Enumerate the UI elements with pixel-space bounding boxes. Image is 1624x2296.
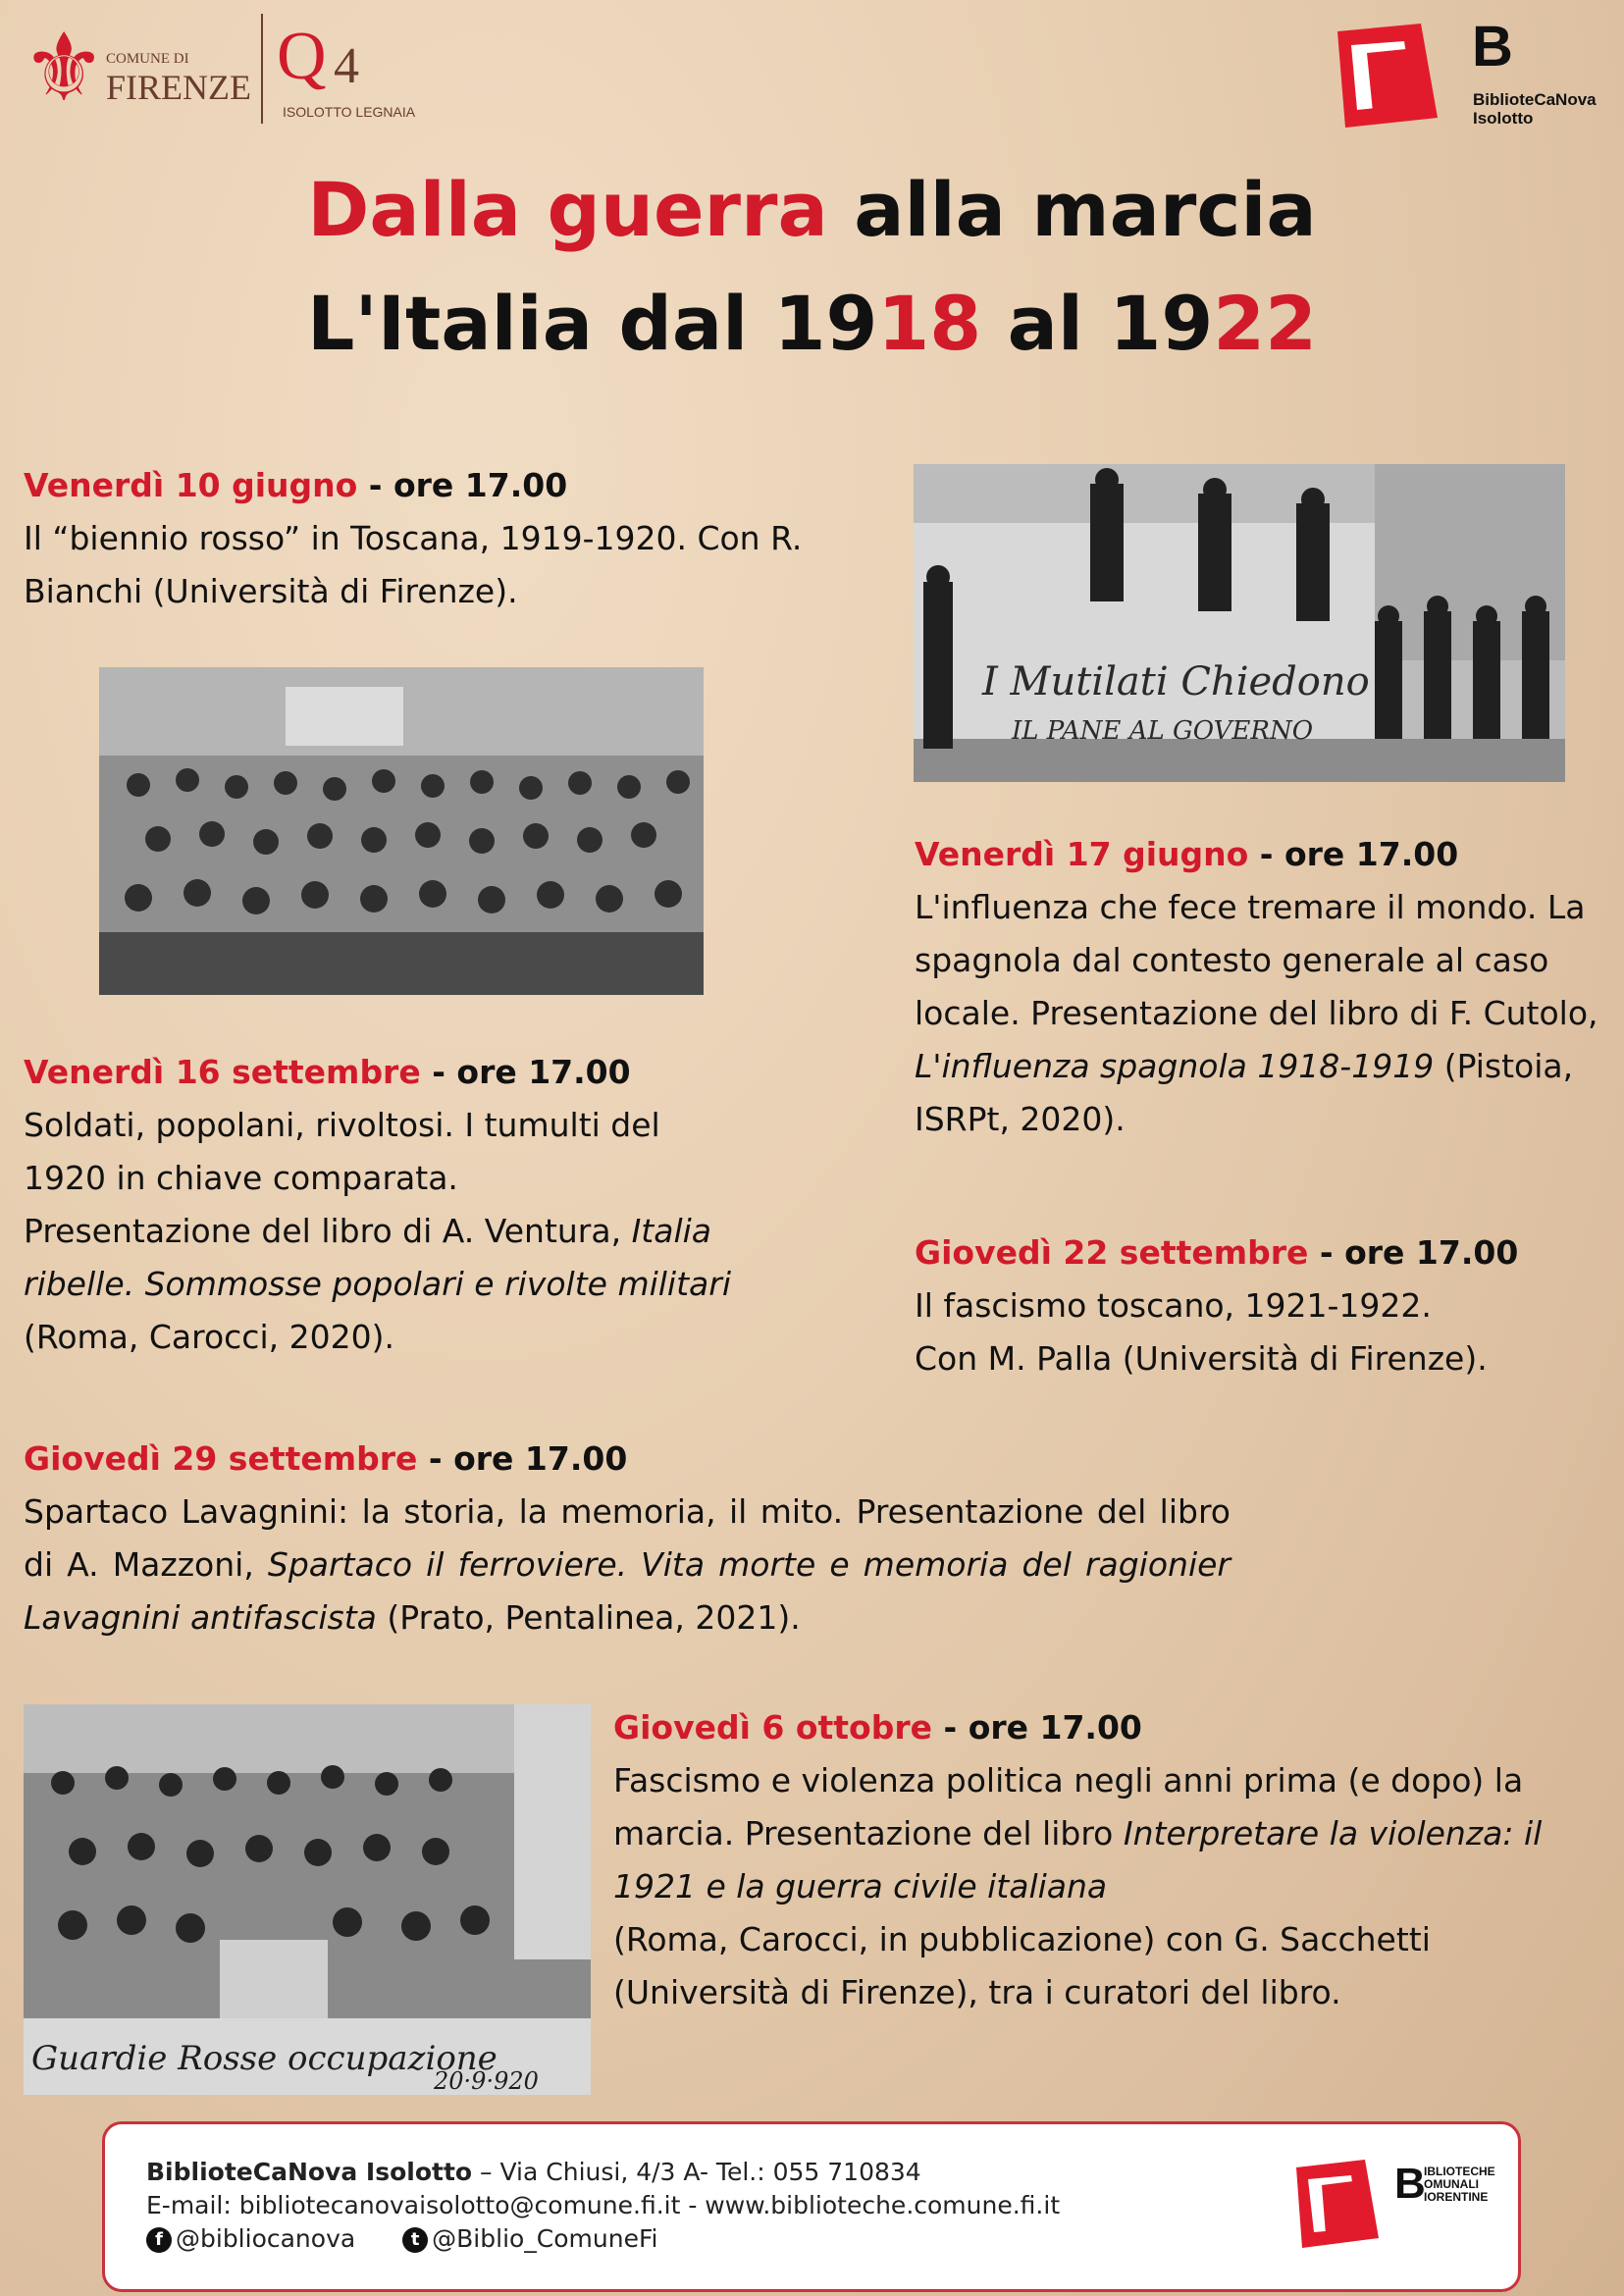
guardie-rosse-photo <box>24 1704 591 2095</box>
twitter-handle: @Biblio_ComuneFi <box>432 2224 658 2253</box>
event-17-giugno <box>915 828 1606 1146</box>
event-text: L'influenza che fece tremare il mondo. La spagnola dal contesto generale al caso locale. Presentazione del libro di F. Cutolo, <box>915 888 1598 1032</box>
event-book-title: Spartaco il ferroviere. Vita morte e memoria del ragionier Lavagnini antifascista <box>24 1545 1231 1637</box>
event-book-title: Interpretare la violenza: il 1921 e la guerra civile italiana <box>613 1814 1543 1905</box>
event-description: Soldati, popolani, rivoltosi. I tumulti del 1920 in chiave comparata. <box>24 1106 660 1197</box>
title-line-2-b: 18 <box>877 280 982 367</box>
comune-small-label: COMUNE DI <box>106 51 189 67</box>
event-text: Spartaco Lavagnini: la storia, la memoria, il mito. Presentazione del libro di A. Mazzoni, <box>24 1492 1231 1584</box>
event-10-giugno <box>24 459 907 618</box>
bibliotecanova-logo <box>1328 16 1602 133</box>
twitter-link[interactable] <box>402 2224 657 2253</box>
quartiere-4-logo <box>261 14 430 124</box>
facebook-link[interactable] <box>146 2224 355 2253</box>
title-line-2 <box>0 267 1624 381</box>
event-date: Venerdì 17 giugno <box>915 835 1249 873</box>
footer-logo-text <box>1424 2166 1495 2204</box>
event-description: Il “biennio rosso” in Toscana, 1919-1920. Con R. Bianchi (Università di Firenze). <box>24 519 803 610</box>
title-line-2-a: L'Italia dal 19 <box>307 280 878 367</box>
q4-letter: Q <box>277 19 327 94</box>
event-time: - ore 17.00 <box>1248 835 1459 873</box>
guards-date: 20·9·920 <box>434 2067 539 2095</box>
event-presentation <box>24 1205 750 1364</box>
red-book-icon <box>1328 24 1441 128</box>
biblioteche-comunali-logo <box>1288 2160 1494 2258</box>
footer-email-line[interactable]: E-mail: bibliotecanovaisolotto@comune.fi.it - www.biblioteche.comune.fi.it <box>146 2191 1061 2219</box>
event-text-end: (Roma, Carocci, 2020). <box>24 1318 394 1356</box>
biblio-name-line-2: Isolotto <box>1473 109 1534 128</box>
event-22-settembre <box>915 1226 1601 1385</box>
event-date: Venerdì 16 settembre <box>24 1053 421 1091</box>
event-heading <box>24 1046 750 1099</box>
event-text: Fascismo e violenza politica negli anni prima (e dopo) la marcia. Presentazione del libro <box>613 1761 1524 1852</box>
event-date: Giovedì 29 settembre <box>24 1439 418 1478</box>
twitter-icon: t <box>402 2227 428 2253</box>
event-date: Giovedì 6 ottobre <box>613 1708 933 1747</box>
event-heading <box>24 1433 1231 1486</box>
footer-logo-line-2: OMUNALI <box>1424 2177 1479 2191</box>
biblio-letter: B <box>1472 15 1513 78</box>
title-line-1 <box>0 153 1624 267</box>
event-time: - ore 17.00 <box>357 466 568 504</box>
event-text-end: (Prato, Pentalinea, 2021). <box>376 1598 801 1637</box>
contact-footer <box>102 2121 1521 2292</box>
comune-firenze-logo <box>22 13 251 123</box>
event-time: - ore 17.00 <box>932 1708 1142 1747</box>
event-date: Giovedì 22 settembre <box>915 1233 1309 1272</box>
event-heading <box>24 459 907 512</box>
protest-writing-2: IL PANE AL GOVERNO <box>1012 716 1314 746</box>
footer-logo-line-1: IBLIOTECHE <box>1424 2165 1495 2178</box>
q4-number: 4 <box>334 38 359 94</box>
footer-address: – Via Chiusi, 4/3 A- Tel.: 055 710834 <box>472 2158 921 2186</box>
event-heading <box>915 828 1606 881</box>
title-line-2-d: 22 <box>1213 280 1317 367</box>
protest-photo-illustration <box>914 464 1565 782</box>
assembly-group-photo <box>99 667 704 995</box>
florence-lily-icon: ⚜ <box>22 13 107 123</box>
event-book-title: Italia ribelle. Sommosse popolari e rivolte militari <box>24 1212 731 1303</box>
event-29-settembre <box>24 1433 1231 1644</box>
footer-library-name: BiblioteCaNova Isolotto <box>146 2158 473 2186</box>
protest-writing-1: I Mutilati Chiedono <box>982 659 1370 704</box>
event-publisher: (Roma, Carocci, in pubblicazione) con G. Sacchetti (Università di Firenze), tra i curatori del libro. <box>613 1920 1431 2011</box>
protest-photo <box>914 464 1565 782</box>
event-speaker: Con M. Palla (Università di Firenze). <box>915 1339 1488 1378</box>
event-time: - ore 17.00 <box>417 1439 628 1478</box>
event-16-settembre <box>24 1046 750 1364</box>
event-heading <box>613 1701 1604 1754</box>
assembly-photo-illustration <box>99 667 704 995</box>
comune-name-label: FIRENZE <box>106 68 251 107</box>
event-description <box>915 881 1606 1146</box>
event-text-end: (Pistoia, ISRPt, 2020). <box>915 1047 1574 1138</box>
event-description <box>613 1754 1604 1913</box>
footer-social-line <box>146 2224 698 2253</box>
biblio-name-line-1: BiblioteCaNova <box>1473 90 1597 109</box>
title-line-2-c: al 19 <box>981 280 1214 367</box>
event-book-title: L'influenza spagnola 1918-1919 <box>915 1047 1435 1085</box>
event-heading <box>915 1226 1601 1279</box>
q4-caption: ISOLOTTO LEGNAIA <box>283 104 416 120</box>
event-description: Il fascismo toscano, 1921-1922. <box>915 1286 1432 1325</box>
guards-caption: Guardie Rosse occupazione <box>31 2039 498 2078</box>
event-6-ottobre <box>613 1701 1604 2019</box>
footer-logo-line-3: IORENTINE <box>1424 2190 1489 2204</box>
red-book-icon <box>1288 2160 1382 2248</box>
facebook-icon: f <box>146 2227 172 2253</box>
footer-logo-letter: B <box>1394 2160 1426 2208</box>
event-time: - ore 17.00 <box>420 1053 631 1091</box>
event-time: - ore 17.00 <box>1308 1233 1519 1272</box>
title-black-part: alla marcia <box>827 166 1317 253</box>
guards-photo-illustration <box>24 1704 591 2095</box>
title-red-part: Dalla guerra <box>307 166 828 253</box>
biblio-name <box>1473 90 1597 128</box>
facebook-handle: @bibliocanova <box>176 2224 356 2253</box>
page-title <box>0 153 1624 381</box>
footer-address-line <box>146 2158 921 2186</box>
event-description <box>24 1486 1231 1644</box>
event-date: Venerdì 10 giugno <box>24 466 358 504</box>
event-text: Presentazione del libro di A. Ventura, <box>24 1212 632 1250</box>
